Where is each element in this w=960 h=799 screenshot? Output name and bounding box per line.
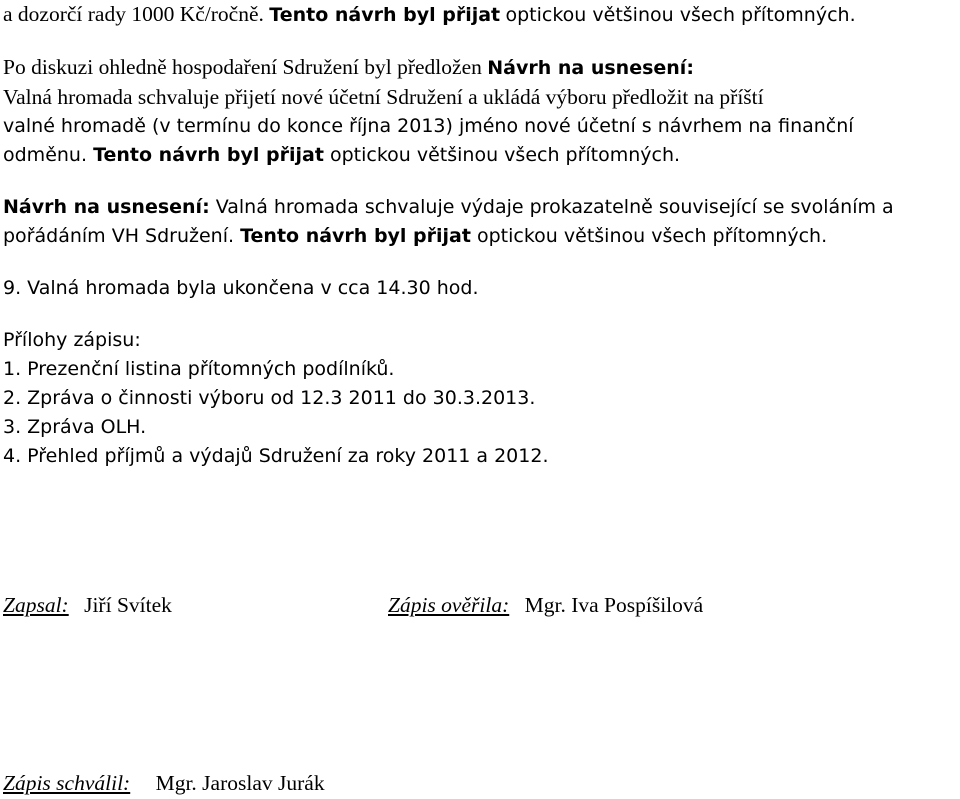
attachment-item: 1. Prezenční listina přítomných podílníků.: [3, 358, 395, 380]
signature-verified: [388, 591, 703, 620]
paragraph-2: [3, 193, 958, 251]
spacer: [3, 170, 958, 193]
spacer: [3, 251, 958, 274]
line-top-text: a dozorčí rady 1000 Kč/ročně.: [3, 2, 264, 26]
approval-note: Tento návrh byl přijat: [269, 4, 501, 26]
attachments-heading: Přílohy zápisu:: [3, 329, 141, 351]
paragraph-1-line-4: [3, 141, 958, 170]
attachment-item: 4. Přehled příjmů a výdajů Sdružení za roky 2011 a 2012.: [3, 445, 549, 467]
paragraph-1: [3, 53, 958, 170]
approval-detail: optickou většinou všech přítomných.: [477, 225, 828, 247]
text: Po diskuzi ohledně hospodaření Sdružení byl předložen: [3, 55, 482, 79]
paragraph-1-line-3: [3, 112, 958, 141]
text: Valná hromada schvaluje přijetí nové účetní Sdružení a ukládá výboru předložit na příští: [3, 85, 764, 109]
item-9: 9. Valná hromada byla ukončena v cca 14.30 hod.: [3, 277, 479, 299]
paragraph-1-line-1: [3, 53, 958, 83]
line-top: [3, 0, 958, 30]
signature-recorded: [3, 591, 172, 620]
attachment-item: 2. Zpráva o činnosti výboru od 12.3 2011 do 30.3.2013.: [3, 387, 536, 409]
recorded-name: Jiří Svítek: [84, 593, 172, 617]
approval-detail: optickou většinou všech přítomných.: [329, 144, 681, 166]
text: valné hromadě (v termínu do konce října 2013) jméno nové účetní s návrhem na finanční: [3, 115, 854, 137]
recorded-label: Zapsal:: [3, 593, 69, 617]
paragraph-1-line-2: [3, 83, 958, 112]
verified-name: Mgr. Iva Pospíšilová: [524, 593, 704, 617]
text: pořádáním VH Sdružení.: [3, 225, 235, 247]
approval-detail: optickou většinou všech přítomných.: [505, 4, 856, 26]
paragraph-2-line-1: [3, 193, 958, 222]
attachment-item: 3. Zpráva OLH.: [3, 416, 147, 438]
proposal-label: Návrh na usnesení:: [3, 196, 210, 218]
signature-approved: [3, 769, 325, 798]
document-body: [3, 0, 958, 471]
approved-name: Mgr. Jaroslav Jurák: [155, 771, 325, 795]
paragraph-2-line-2: [3, 222, 958, 251]
spacer: [3, 303, 958, 326]
text: odměnu.: [3, 144, 88, 166]
proposal-label: Návrh na usnesení:: [487, 57, 694, 79]
approval-note: Tento návrh byl přijat: [240, 225, 471, 247]
spacer: [3, 30, 958, 53]
approved-label: Zápis schválil:: [3, 771, 131, 795]
text: Valná hromada schvaluje výdaje prokazatelně související se svoláním a: [215, 196, 894, 218]
approval-note: Tento návrh byl přijat: [93, 144, 324, 166]
attachments: [3, 326, 958, 471]
verified-label: Zápis ověřila:: [388, 593, 510, 617]
